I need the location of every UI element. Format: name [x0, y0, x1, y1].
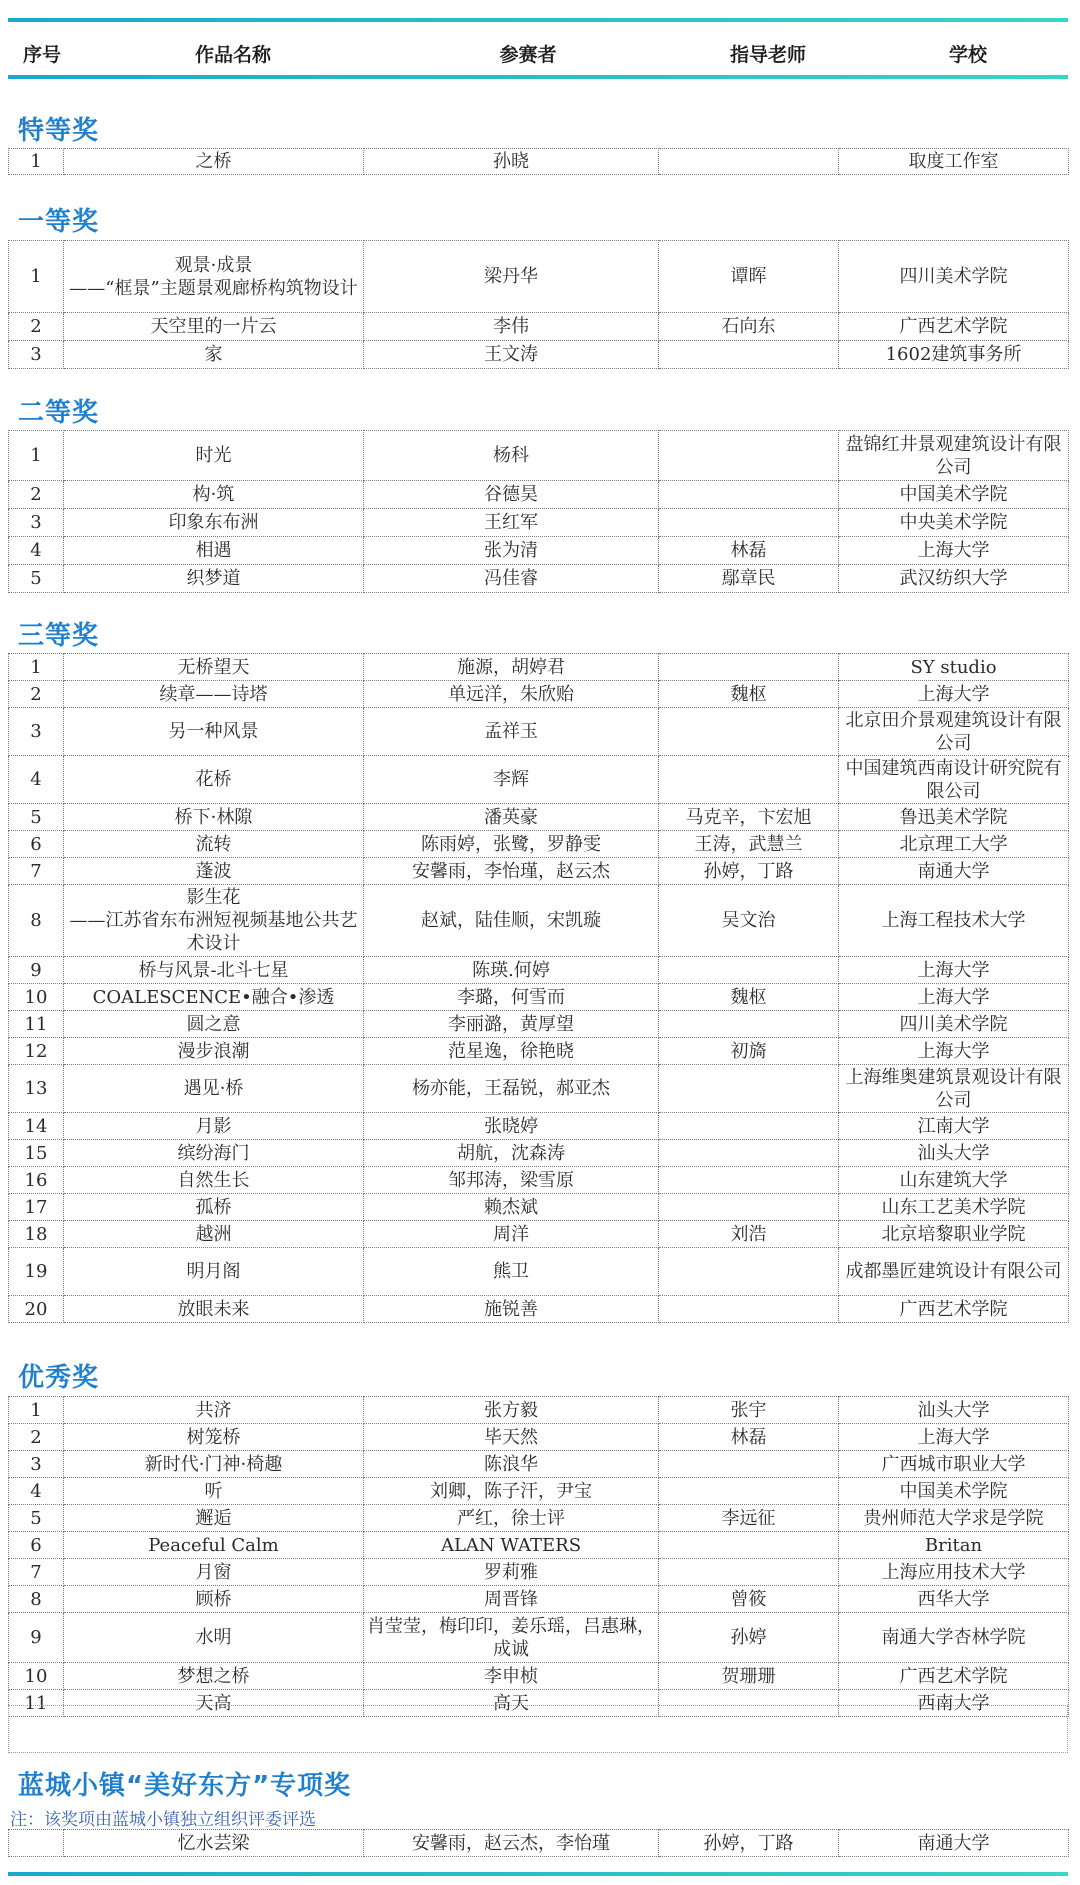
cell-advisor	[659, 1065, 839, 1113]
cell-title: 相遇	[64, 537, 364, 565]
table-row	[9, 565, 1069, 593]
cell-title: 续章——诗塔	[64, 681, 364, 708]
cell-advisor: 刘浩	[659, 1221, 839, 1248]
cell-title: 时光	[64, 431, 364, 481]
cell-advisor: 林磊	[659, 537, 839, 565]
table-row	[9, 1451, 1069, 1478]
table-row	[9, 341, 1069, 369]
cell-participants: ALAN WATERS	[364, 1532, 659, 1559]
cell-participants: 王红军	[364, 509, 659, 537]
table-row	[9, 1424, 1069, 1451]
column-header	[8, 26, 1068, 74]
cell-participants: 周晋锋	[364, 1586, 659, 1613]
header-participants: 参赛者	[499, 44, 557, 66]
cell-school: 汕头大学	[839, 1397, 1069, 1424]
cell-school: 西华大学	[839, 1586, 1069, 1613]
cell-school: 四川美术学院	[839, 1011, 1069, 1038]
cell-participants: 周洋	[364, 1221, 659, 1248]
cell-school: 江南大学	[839, 1113, 1069, 1140]
cell-title: 圆之意	[64, 1011, 364, 1038]
cell-participants: 陈瑛.何婷	[364, 957, 659, 984]
table-row	[9, 1478, 1069, 1505]
cell-no: 1	[9, 1397, 64, 1424]
table-row	[9, 1296, 1069, 1323]
cell-no: 9	[9, 1613, 64, 1663]
cell-school: 上海大学	[839, 957, 1069, 984]
table-row	[9, 1194, 1069, 1221]
cell-advisor: 王涛，武慧兰	[659, 831, 839, 858]
cell-no: 11	[9, 1690, 64, 1717]
cell-school: 上海大学	[839, 537, 1069, 565]
cell-no: 4	[9, 756, 64, 804]
cell-title: 桥下·林隙	[64, 804, 364, 831]
cell-no: 15	[9, 1140, 64, 1167]
cell-participants: 李伟	[364, 313, 659, 341]
cell-title: 家	[64, 341, 364, 369]
cell-participants: 单远洋，朱欣贻	[364, 681, 659, 708]
header-no: 序号	[22, 44, 61, 66]
cell-participants: 赖杰斌	[364, 1194, 659, 1221]
table-row	[9, 1113, 1069, 1140]
cell-no: 8	[9, 1586, 64, 1613]
cell-no: 12	[9, 1038, 64, 1065]
cell-advisor: 林磊	[659, 1424, 839, 1451]
cell-no: 11	[9, 1011, 64, 1038]
cell-participants: 潘英豪	[364, 804, 659, 831]
table-row	[9, 804, 1069, 831]
special-award-note: 注：该奖项由蓝城小镇独立组织评委评选	[10, 1810, 316, 1830]
cell-school: 南通大学	[839, 858, 1069, 885]
cell-title: 忆水芸梁	[64, 1830, 364, 1857]
cell-title: 自然生长	[64, 1167, 364, 1194]
cell-no: 2	[9, 1424, 64, 1451]
cell-participants: 李璐，何雪而	[364, 984, 659, 1011]
cell-no: 16	[9, 1167, 64, 1194]
cell-no: 1	[9, 149, 64, 175]
top-rule	[8, 18, 1068, 22]
cell-school: 鲁迅美术学院	[839, 804, 1069, 831]
table-row	[9, 1140, 1069, 1167]
cell-participants: 施锐善	[364, 1296, 659, 1323]
cell-title: 漫步浪潮	[64, 1038, 364, 1065]
cell-advisor: 孙婷，丁路	[659, 1830, 839, 1857]
cell-advisor: 魏枢	[659, 984, 839, 1011]
cell-advisor	[659, 708, 839, 756]
table-row	[9, 858, 1069, 885]
cell-participants: 李丽潞，黄厚望	[364, 1011, 659, 1038]
cell-school: 中国美术学院	[839, 1478, 1069, 1505]
cell-advisor: 曾筱	[659, 1586, 839, 1613]
cell-title: 孤桥	[64, 1194, 364, 1221]
cell-title: 共济	[64, 1397, 364, 1424]
cell-title: 织梦道	[64, 565, 364, 593]
cell-no: 3	[9, 509, 64, 537]
table-row	[9, 1613, 1069, 1663]
cell-school: 广西艺术学院	[839, 1663, 1069, 1690]
bottom-rule	[8, 1872, 1068, 1876]
section-title-special: 蓝城小镇“美好东方”专项奖	[18, 1771, 352, 1801]
table-row	[9, 1011, 1069, 1038]
cell-school: 中央美术学院	[839, 509, 1069, 537]
header-school: 学校	[948, 44, 987, 66]
cell-title: 之桥	[64, 149, 364, 175]
table-row	[9, 681, 1069, 708]
cell-no: 1	[9, 431, 64, 481]
award-table-special	[8, 1829, 1069, 1857]
cell-participants: 肖莹莹，梅印印，姜乐瑶，吕惠琳，成诚	[364, 1613, 659, 1663]
cell-participants: 严红，徐士评	[364, 1505, 659, 1532]
cell-title: 影生花 ——江苏省东布洲短视频基地公共艺术设计	[64, 885, 364, 957]
table-row	[9, 481, 1069, 509]
cell-school: 汕头大学	[839, 1140, 1069, 1167]
cell-no: 9	[9, 957, 64, 984]
cell-school: 武汉纺织大学	[839, 565, 1069, 593]
cell-title: 越洲	[64, 1221, 364, 1248]
cell-advisor: 马克辛，卞宏旭	[659, 804, 839, 831]
cell-title: 无桥望天	[64, 654, 364, 681]
cell-advisor	[659, 1296, 839, 1323]
cell-no: 6	[9, 1532, 64, 1559]
table-row	[9, 831, 1069, 858]
cell-title: 观景·成景 ——“框景”主题景观廊桥构筑物设计	[64, 241, 364, 313]
header-advisor: 指导老师	[729, 44, 806, 66]
table-row	[9, 509, 1069, 537]
table-row	[9, 241, 1069, 313]
cell-title: 天空里的一片云	[64, 313, 364, 341]
cell-school: 北京田介景观建筑设计有限公司	[839, 708, 1069, 756]
cell-advisor	[659, 431, 839, 481]
table-row	[9, 1559, 1069, 1586]
cell-participants: 张为清	[364, 537, 659, 565]
cell-title: 花桥	[64, 756, 364, 804]
award-table-excellence	[8, 1396, 1069, 1717]
cell-school: 广西艺术学院	[839, 313, 1069, 341]
cell-no: 10	[9, 984, 64, 1011]
table-row	[9, 313, 1069, 341]
cell-title: 月影	[64, 1113, 364, 1140]
cell-participants: 毕天然	[364, 1424, 659, 1451]
cell-no: 3	[9, 341, 64, 369]
cell-no: 5	[9, 1505, 64, 1532]
cell-no: 20	[9, 1296, 64, 1323]
cell-school: 贵州师范大学求是学院	[839, 1505, 1069, 1532]
cell-participants: 高天	[364, 1690, 659, 1717]
cell-advisor	[659, 756, 839, 804]
cell-no: 7	[9, 1559, 64, 1586]
cell-participants: 安馨雨，赵云杰，李怡瑾	[364, 1830, 659, 1857]
table-row	[9, 756, 1069, 804]
table-row	[9, 1505, 1069, 1532]
cell-participants: 杨科	[364, 431, 659, 481]
cell-school: SY studio	[839, 654, 1069, 681]
cell-participants: 李辉	[364, 756, 659, 804]
table-row	[9, 1221, 1069, 1248]
cell-title: 天高	[64, 1690, 364, 1717]
cell-title: 明月阁	[64, 1248, 364, 1296]
cell-school: 上海大学	[839, 681, 1069, 708]
cell-no	[9, 1830, 64, 1857]
header-title: 作品名称	[194, 44, 271, 66]
cell-no: 6	[9, 831, 64, 858]
cell-participants: 安馨雨，李怡瑾，赵云杰	[364, 858, 659, 885]
cell-advisor	[659, 1451, 839, 1478]
table-row	[9, 1167, 1069, 1194]
cell-advisor	[659, 1248, 839, 1296]
section-title-grand: 特等奖	[18, 116, 100, 146]
table-row	[9, 1663, 1069, 1690]
table-row	[9, 1397, 1069, 1424]
cell-advisor: 孙婷，丁路	[659, 858, 839, 885]
table-row	[9, 537, 1069, 565]
cell-title: COALESCENCE•融合•渗透	[64, 984, 364, 1011]
cell-participants: 罗莉雅	[364, 1559, 659, 1586]
cell-participants: 杨亦能，王磊锐，郝亚杰	[364, 1065, 659, 1113]
cell-advisor: 谭晖	[659, 241, 839, 313]
cell-advisor	[659, 654, 839, 681]
cell-title: 蓬波	[64, 858, 364, 885]
cell-title: 梦想之桥	[64, 1663, 364, 1690]
cell-participants: 陈浪华	[364, 1451, 659, 1478]
cell-title: 流转	[64, 831, 364, 858]
special-award-box	[8, 1705, 1068, 1753]
cell-advisor	[659, 957, 839, 984]
cell-school: 1602建筑事务所	[839, 341, 1069, 369]
header-rule	[8, 75, 1068, 79]
cell-no: 18	[9, 1221, 64, 1248]
cell-advisor	[659, 1167, 839, 1194]
cell-no: 3	[9, 708, 64, 756]
cell-school: Britan	[839, 1532, 1069, 1559]
cell-no: 10	[9, 1663, 64, 1690]
cell-school: 盘锦红井景观建筑设计有限公司	[839, 431, 1069, 481]
cell-participants: 陈雨婷，张鹭，罗静雯	[364, 831, 659, 858]
cell-participants: 冯佳睿	[364, 565, 659, 593]
cell-school: 成都墨匠建筑设计有限公司	[839, 1248, 1069, 1296]
cell-advisor: 吴文治	[659, 885, 839, 957]
cell-participants: 胡航，沈森涛	[364, 1140, 659, 1167]
cell-advisor	[659, 1559, 839, 1586]
table-row	[9, 1248, 1069, 1296]
cell-title: Peaceful Calm	[64, 1532, 364, 1559]
table-row	[9, 1586, 1069, 1613]
cell-no: 19	[9, 1248, 64, 1296]
cell-no: 5	[9, 565, 64, 593]
cell-school: 上海维奥建筑景观设计有限公司	[839, 1065, 1069, 1113]
cell-participants: 梁丹华	[364, 241, 659, 313]
table-row	[9, 431, 1069, 481]
table-row	[9, 149, 1069, 175]
cell-advisor	[659, 1011, 839, 1038]
section-title-first: 一等奖	[18, 207, 100, 237]
cell-title: 印象东布洲	[64, 509, 364, 537]
cell-advisor: 魏枢	[659, 681, 839, 708]
cell-advisor	[659, 1478, 839, 1505]
cell-advisor	[659, 1140, 839, 1167]
cell-advisor: 贺珊珊	[659, 1663, 839, 1690]
cell-advisor	[659, 341, 839, 369]
cell-title: 新时代·门神·椅趣	[64, 1451, 364, 1478]
cell-title: 缤纷海门	[64, 1140, 364, 1167]
cell-no: 1	[9, 654, 64, 681]
cell-school: 上海大学	[839, 1038, 1069, 1065]
cell-participants: 孙晓	[364, 149, 659, 175]
cell-no: 4	[9, 537, 64, 565]
cell-title: 邂逅	[64, 1505, 364, 1532]
cell-advisor: 李远征	[659, 1505, 839, 1532]
cell-school: 山东建筑大学	[839, 1167, 1069, 1194]
cell-participants: 李申桢	[364, 1663, 659, 1690]
cell-participants: 邹邦涛，梁雪原	[364, 1167, 659, 1194]
cell-title: 构·筑	[64, 481, 364, 509]
cell-school: 中国建筑西南设计研究院有限公司	[839, 756, 1069, 804]
cell-participants: 王文涛	[364, 341, 659, 369]
cell-school: 取度工作室	[839, 149, 1069, 175]
cell-no: 2	[9, 313, 64, 341]
cell-title: 另一种风景	[64, 708, 364, 756]
award-table-third	[8, 653, 1069, 1323]
cell-school: 上海应用技术大学	[839, 1559, 1069, 1586]
cell-title: 水明	[64, 1613, 364, 1663]
cell-title: 桥与风景-北斗七星	[64, 957, 364, 984]
cell-school: 北京培黎职业学院	[839, 1221, 1069, 1248]
cell-advisor: 石向东	[659, 313, 839, 341]
cell-participants: 施源，胡婷君	[364, 654, 659, 681]
cell-participants: 谷德昊	[364, 481, 659, 509]
cell-advisor	[659, 1532, 839, 1559]
cell-advisor: 孙婷	[659, 1613, 839, 1663]
cell-advisor: 鄢章民	[659, 565, 839, 593]
cell-school: 中国美术学院	[839, 481, 1069, 509]
cell-participants: 孟祥玉	[364, 708, 659, 756]
cell-advisor: 张宇	[659, 1397, 839, 1424]
cell-advisor	[659, 509, 839, 537]
cell-advisor	[659, 1194, 839, 1221]
cell-title: 月窗	[64, 1559, 364, 1586]
cell-advisor: 初旖	[659, 1038, 839, 1065]
cell-school: 山东工艺美术学院	[839, 1194, 1069, 1221]
cell-title: 树笼桥	[64, 1424, 364, 1451]
table-row	[9, 1065, 1069, 1113]
cell-school: 四川美术学院	[839, 241, 1069, 313]
cell-title: 遇见·桥	[64, 1065, 364, 1113]
section-title-second: 二等奖	[18, 398, 100, 428]
cell-title: 放眼未来	[64, 1296, 364, 1323]
cell-no: 8	[9, 885, 64, 957]
cell-participants: 熊卫	[364, 1248, 659, 1296]
table-row	[9, 1830, 1069, 1857]
cell-school: 上海大学	[839, 1424, 1069, 1451]
cell-title: 听	[64, 1478, 364, 1505]
award-table-grand	[8, 148, 1069, 175]
cell-school: 南通大学杏林学院	[839, 1613, 1069, 1663]
award-table-second	[8, 430, 1069, 593]
cell-participants: 范星逸，徐艳晓	[364, 1038, 659, 1065]
cell-school: 广西艺术学院	[839, 1296, 1069, 1323]
cell-no: 13	[9, 1065, 64, 1113]
cell-school: 广西城市职业大学	[839, 1451, 1069, 1478]
cell-school: 上海工程技术大学	[839, 885, 1069, 957]
cell-participants: 刘卿，陈子汗，尹宝	[364, 1478, 659, 1505]
cell-no: 3	[9, 1451, 64, 1478]
cell-title: 顾桥	[64, 1586, 364, 1613]
cell-no: 5	[9, 804, 64, 831]
cell-advisor	[659, 149, 839, 175]
cell-no: 2	[9, 481, 64, 509]
award-table-first	[8, 240, 1069, 369]
cell-no: 4	[9, 1478, 64, 1505]
section-title-excellence: 优秀奖	[18, 1363, 100, 1393]
table-row	[9, 957, 1069, 984]
cell-school: 北京理工大学	[839, 831, 1069, 858]
cell-advisor	[659, 481, 839, 509]
table-row	[9, 984, 1069, 1011]
cell-participants: 张晓婷	[364, 1113, 659, 1140]
cell-advisor	[659, 1113, 839, 1140]
cell-no: 2	[9, 681, 64, 708]
table-row	[9, 885, 1069, 957]
cell-participants: 赵斌，陆佳顺，宋凯璇	[364, 885, 659, 957]
cell-no: 14	[9, 1113, 64, 1140]
cell-participants: 张方毅	[364, 1397, 659, 1424]
cell-no: 1	[9, 241, 64, 313]
cell-no: 7	[9, 858, 64, 885]
table-row	[9, 1038, 1069, 1065]
cell-school: 南通大学	[839, 1830, 1069, 1857]
section-title-third: 三等奖	[18, 621, 100, 651]
table-row	[9, 654, 1069, 681]
table-row	[9, 708, 1069, 756]
cell-school: 西南大学	[839, 1690, 1069, 1717]
cell-no: 17	[9, 1194, 64, 1221]
cell-school: 上海大学	[839, 984, 1069, 1011]
table-row	[9, 1532, 1069, 1559]
